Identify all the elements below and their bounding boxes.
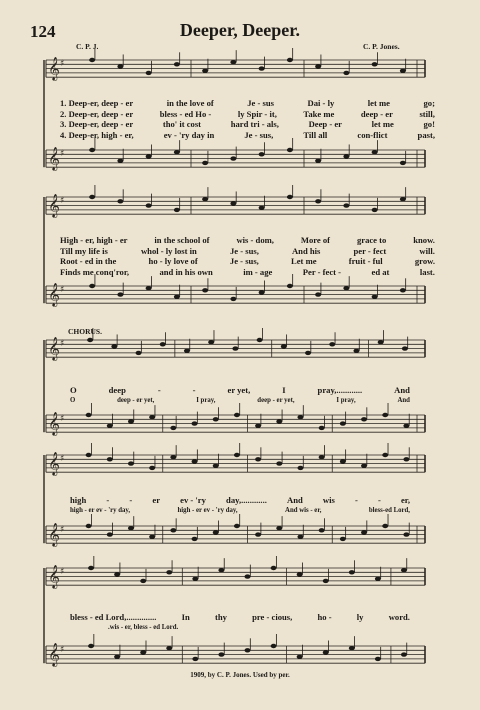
note-head bbox=[271, 644, 277, 648]
lyric-fragment: O bbox=[70, 385, 77, 395]
note-head bbox=[245, 648, 251, 652]
lyric-fragment: 3. Deep-er, deep - er bbox=[60, 119, 134, 129]
note-head bbox=[202, 197, 208, 201]
lyric-fragment: thy bbox=[214, 612, 227, 622]
note-head bbox=[259, 206, 265, 210]
lyric-line bbox=[60, 256, 435, 267]
note-head bbox=[319, 528, 325, 532]
note-head bbox=[382, 453, 388, 457]
note-head bbox=[287, 195, 293, 199]
note-head bbox=[323, 650, 329, 654]
lyric-fragment: 2. Deep-er, deep - er bbox=[60, 108, 134, 119]
lyric-fragment: deep - er yet, bbox=[257, 397, 295, 404]
note-head bbox=[174, 295, 180, 299]
lyric-fragment: Let me bbox=[291, 256, 317, 266]
lyric-line bbox=[60, 130, 435, 141]
note-head bbox=[107, 424, 113, 428]
note-head bbox=[202, 288, 208, 292]
sharp-icon: ♯ bbox=[60, 59, 65, 69]
note-head bbox=[255, 424, 261, 428]
lyric-line bbox=[60, 119, 435, 130]
note-head bbox=[353, 349, 359, 353]
lyric-fragment: last. bbox=[419, 266, 435, 277]
sharp-icon: ♯ bbox=[60, 149, 65, 159]
lyric-fragment: grow. bbox=[414, 256, 435, 266]
note-head bbox=[361, 417, 367, 421]
lyric-fragment: And bbox=[394, 385, 410, 395]
note-head bbox=[192, 459, 198, 463]
hymn-number: 124 bbox=[30, 22, 56, 41]
lyric-fragment: word. bbox=[388, 612, 410, 622]
note-head bbox=[160, 342, 166, 346]
note-head bbox=[136, 351, 142, 355]
lyric-fragment: will. bbox=[419, 245, 435, 256]
note-head bbox=[372, 208, 378, 212]
lyric-fragment: wis - dom, bbox=[236, 235, 274, 245]
note-head bbox=[343, 154, 349, 158]
note-head bbox=[319, 455, 325, 459]
lyric-fragment: go! bbox=[423, 119, 435, 129]
note-head bbox=[149, 415, 155, 419]
lyric-fragment: in the school of bbox=[154, 235, 210, 245]
note-head bbox=[400, 161, 406, 165]
lyric-fragment: in the love of bbox=[166, 98, 214, 108]
note-head bbox=[140, 579, 146, 583]
chorus-lyric-line-2-lower bbox=[70, 507, 410, 514]
copyright-notice: 1909, by C. P. Jones. Used by per. bbox=[190, 671, 290, 679]
lyric-fragment: past, bbox=[417, 129, 435, 140]
note-head bbox=[403, 532, 409, 536]
lyric-fragment: 1. Deep-er, deep - er bbox=[60, 98, 134, 108]
sharp-icon: ♯ bbox=[60, 645, 65, 655]
clef-icon: 𝄞 bbox=[48, 642, 60, 666]
note-head bbox=[372, 150, 378, 154]
note-head bbox=[319, 426, 325, 430]
lyric-fragment: Je - sus, bbox=[229, 245, 259, 256]
note-head bbox=[343, 203, 349, 207]
note-head bbox=[234, 524, 240, 528]
lyric-fragment: - bbox=[354, 495, 358, 505]
note-head bbox=[192, 577, 198, 581]
lyric-fragment: know. bbox=[413, 235, 435, 245]
lyric-fragment: let me bbox=[367, 98, 390, 108]
note-head bbox=[140, 650, 146, 654]
lyric-fragment: And bbox=[397, 397, 410, 404]
note-head bbox=[114, 655, 120, 659]
lyric-fragment: deep - er yet, bbox=[117, 397, 155, 404]
lyric-fragment: tho' it cost bbox=[162, 119, 202, 129]
lyric-fragment: And wis - er, bbox=[285, 507, 322, 514]
note-head bbox=[375, 577, 381, 581]
clef-icon: 𝄞 bbox=[48, 336, 60, 360]
note-head bbox=[208, 340, 214, 344]
sharp-icon: ♯ bbox=[60, 567, 65, 577]
chorus-label: CHORUS. bbox=[68, 327, 102, 336]
lyric-fragment: ev - 'ry bbox=[180, 495, 206, 505]
note-head bbox=[114, 572, 120, 576]
note-head bbox=[230, 201, 236, 205]
lyric-fragment: day,............ bbox=[226, 495, 267, 505]
note-head bbox=[403, 457, 409, 461]
lyric-fragment: er, bbox=[400, 495, 410, 505]
lyric-line bbox=[60, 109, 435, 120]
lyric-fragment: More of bbox=[300, 235, 331, 245]
lyric-fragment: bless - ed Lord,.............. bbox=[70, 612, 157, 622]
note-head bbox=[401, 652, 407, 656]
note-head bbox=[255, 532, 261, 536]
note-head bbox=[89, 58, 95, 62]
lyric-fragment: Till all bbox=[303, 129, 328, 140]
lyric-fragment: grace to bbox=[356, 235, 387, 245]
note-head bbox=[192, 421, 198, 425]
lyric-fragment: ev - 'ry day in bbox=[163, 129, 215, 140]
note-head bbox=[375, 657, 381, 661]
note-head bbox=[128, 461, 134, 465]
clef-icon: 𝄞 bbox=[48, 282, 60, 306]
note-head bbox=[146, 71, 152, 75]
note-head bbox=[230, 156, 236, 160]
note-head bbox=[400, 197, 406, 201]
clef-icon: 𝄞 bbox=[48, 451, 60, 475]
note-head bbox=[372, 295, 378, 299]
note-head bbox=[111, 344, 117, 348]
note-head bbox=[276, 419, 282, 423]
lyric-fragment: High - er, high - er bbox=[60, 235, 128, 245]
lyric-fragment: still, bbox=[419, 108, 435, 119]
note-head bbox=[343, 286, 349, 290]
lyric-line bbox=[60, 246, 435, 257]
chorus-lyric-line-2 bbox=[70, 495, 410, 505]
note-head bbox=[297, 572, 303, 576]
note-head bbox=[149, 535, 155, 539]
clef-icon: 𝄞 bbox=[48, 146, 60, 170]
note-head bbox=[149, 466, 155, 470]
note-head bbox=[361, 464, 367, 468]
lyric-line bbox=[60, 235, 435, 246]
note-head bbox=[87, 338, 93, 342]
note-head bbox=[170, 528, 176, 532]
sharp-icon: ♯ bbox=[60, 414, 65, 424]
verse-lyrics-block-2 bbox=[60, 235, 435, 277]
note-head bbox=[259, 152, 265, 156]
note-head bbox=[166, 570, 172, 574]
lyric-fragment: Till my life is bbox=[60, 245, 108, 256]
lyric-fragment: In bbox=[181, 612, 190, 622]
sharp-icon: ♯ bbox=[60, 454, 65, 464]
clef-icon: 𝄞 bbox=[48, 56, 60, 80]
sharp-icon: ♯ bbox=[60, 339, 65, 349]
lyric-fragment: con-flict bbox=[357, 129, 388, 140]
note-head bbox=[232, 346, 238, 350]
note-head bbox=[218, 652, 224, 656]
lyric-fragment: er yet, bbox=[227, 385, 251, 395]
note-head bbox=[315, 292, 321, 296]
lyric-fragment: Take me bbox=[303, 108, 335, 119]
note-head bbox=[349, 646, 355, 650]
lyric-fragment: per - fect bbox=[353, 245, 387, 256]
note-head bbox=[349, 570, 355, 574]
note-head bbox=[276, 461, 282, 465]
note-head bbox=[146, 154, 152, 158]
lyric-fragment: bless-ed Lord, bbox=[368, 507, 410, 514]
note-head bbox=[202, 69, 208, 73]
hymn-title: Deeper, Deeper. bbox=[179, 20, 301, 40]
note-head bbox=[234, 453, 240, 457]
lyric-fragment: .wis - er, bless - ed Lord. bbox=[108, 624, 179, 631]
lyric-fragment: Per - fect - bbox=[302, 266, 342, 277]
lyric-fragment: and in his own bbox=[159, 266, 213, 277]
chorus-lyric-line-3-lower bbox=[70, 624, 448, 631]
lyric-fragment: high bbox=[70, 495, 87, 505]
lyric-fragment: And bbox=[287, 495, 303, 505]
note-head bbox=[89, 148, 95, 152]
note-head bbox=[88, 644, 94, 648]
lyric-fragment: bless - ed Ho - bbox=[159, 108, 212, 119]
note-head bbox=[287, 58, 293, 62]
note-head bbox=[174, 150, 180, 154]
note-head bbox=[89, 195, 95, 199]
note-head bbox=[281, 344, 287, 348]
note-head bbox=[192, 657, 198, 661]
note-head bbox=[213, 464, 219, 468]
note-head bbox=[230, 60, 236, 64]
lyric-fragment: I pray, bbox=[196, 397, 216, 404]
chorus-lyric-line-1 bbox=[70, 385, 410, 395]
note-head bbox=[230, 297, 236, 301]
lyric-fragment: ho - bbox=[317, 612, 332, 622]
lyric-fragment: Je - sus, bbox=[229, 256, 259, 266]
note-head bbox=[315, 64, 321, 68]
note-head bbox=[117, 64, 123, 68]
note-head bbox=[128, 526, 134, 530]
lyric-fragment: ly bbox=[356, 612, 364, 622]
lyric-fragment: I bbox=[282, 385, 286, 395]
note-head bbox=[170, 426, 176, 430]
note-head bbox=[192, 537, 198, 541]
note-head bbox=[184, 349, 190, 353]
lyric-fragment: Finds me conq'ror, bbox=[60, 266, 129, 277]
note-head bbox=[401, 568, 407, 572]
note-head bbox=[86, 413, 92, 417]
lyric-fragment: O bbox=[70, 397, 76, 404]
lyric-fragment: And his bbox=[291, 245, 321, 256]
note-head bbox=[117, 159, 123, 163]
note-head bbox=[88, 566, 94, 570]
note-head bbox=[400, 288, 406, 292]
lyric-fragment: whol - ly lost in bbox=[140, 245, 197, 256]
note-head bbox=[170, 455, 176, 459]
lyric-line bbox=[60, 98, 435, 109]
note-head bbox=[297, 466, 303, 470]
note-head bbox=[323, 579, 329, 583]
lyric-line bbox=[60, 267, 435, 278]
note-head bbox=[257, 338, 263, 342]
clef-icon: 𝄞 bbox=[48, 522, 60, 546]
chorus-lyric-line-1-lower bbox=[70, 397, 410, 404]
note-head bbox=[276, 526, 282, 530]
lyric-fragment: - bbox=[129, 495, 133, 505]
note-head bbox=[213, 417, 219, 421]
lyric-fragment: pray,............ bbox=[317, 385, 363, 395]
note-head bbox=[297, 535, 303, 539]
note-head bbox=[271, 566, 277, 570]
note-head bbox=[259, 66, 265, 70]
sharp-icon: ♯ bbox=[60, 196, 65, 206]
sharp-icon: ♯ bbox=[60, 525, 65, 535]
note-head bbox=[382, 524, 388, 528]
clef-icon: 𝄞 bbox=[48, 411, 60, 435]
lyric-fragment: wis bbox=[322, 495, 335, 505]
lyric-fragment: I pray, bbox=[336, 397, 356, 404]
lyric-fragment: - bbox=[377, 495, 381, 505]
sharp-icon: ♯ bbox=[60, 285, 65, 295]
lyric-fragment: Je - sus, bbox=[244, 129, 274, 140]
clef-icon: 𝄞 bbox=[48, 564, 60, 588]
lyric-fragment: deep - er bbox=[360, 108, 393, 119]
note-head bbox=[340, 421, 346, 425]
note-head bbox=[402, 346, 408, 350]
lyric-fragment: fruit - ful bbox=[348, 256, 383, 266]
note-head bbox=[315, 159, 321, 163]
lyric-fragment: let me bbox=[371, 119, 394, 129]
lyric-fragment: deep bbox=[108, 385, 126, 395]
note-head bbox=[128, 419, 134, 423]
lyric-fragment: go; bbox=[423, 98, 435, 108]
note-head bbox=[213, 530, 219, 534]
note-head bbox=[340, 459, 346, 463]
lyric-fragment: pre - cious, bbox=[252, 612, 293, 622]
note-head bbox=[89, 284, 95, 288]
lyric-fragment: - bbox=[106, 495, 110, 505]
lyric-fragment: Je - sus bbox=[247, 98, 274, 108]
lyric-fragment: ed at bbox=[371, 266, 390, 277]
note-head bbox=[340, 537, 346, 541]
lyric-fragment: high - er ev - 'ry day, bbox=[70, 507, 131, 514]
note-head bbox=[117, 292, 123, 296]
words-credit: C. P. J. bbox=[76, 42, 99, 51]
note-head bbox=[343, 71, 349, 75]
note-head bbox=[297, 655, 303, 659]
note-head bbox=[234, 413, 240, 417]
note-head bbox=[107, 532, 113, 536]
note-head bbox=[287, 284, 293, 288]
lyric-fragment: - bbox=[192, 385, 196, 395]
note-head bbox=[403, 424, 409, 428]
lyric-fragment: high - er ev - 'ry day, bbox=[177, 507, 238, 514]
note-head bbox=[400, 69, 406, 73]
note-head bbox=[315, 199, 321, 203]
note-head bbox=[378, 340, 384, 344]
note-head bbox=[245, 574, 251, 578]
lyric-fragment: 4. Deep-er, high - er, bbox=[60, 129, 134, 140]
note-head bbox=[305, 351, 311, 355]
note-head bbox=[218, 568, 224, 572]
note-head bbox=[259, 290, 265, 294]
note-head bbox=[372, 62, 378, 66]
note-head bbox=[146, 203, 152, 207]
lyric-fragment: Root - ed in the bbox=[60, 256, 117, 266]
lyric-fragment: - bbox=[157, 385, 161, 395]
note-head bbox=[329, 342, 335, 346]
lyric-fragment: Dai - ly bbox=[307, 98, 335, 108]
note-head bbox=[146, 286, 152, 290]
note-head bbox=[174, 208, 180, 212]
note-head bbox=[166, 646, 172, 650]
note-head bbox=[255, 457, 261, 461]
chorus-lyric-line-3 bbox=[70, 612, 410, 622]
lyric-fragment: ho - ly love of bbox=[148, 256, 198, 266]
note-head bbox=[174, 62, 180, 66]
note-head bbox=[361, 530, 367, 534]
lyric-fragment: hard tri - als, bbox=[230, 119, 279, 129]
lyric-fragment: ly Spir - it, bbox=[237, 108, 277, 119]
verse-lyrics-block-1 bbox=[60, 98, 435, 140]
lyric-fragment: er bbox=[152, 495, 161, 505]
lyric-fragment: Deep - er bbox=[308, 119, 342, 129]
note-head bbox=[297, 415, 303, 419]
note-head bbox=[382, 413, 388, 417]
note-head bbox=[287, 148, 293, 152]
note-head bbox=[117, 199, 123, 203]
clef-icon: 𝄞 bbox=[48, 193, 60, 217]
note-head bbox=[86, 453, 92, 457]
note-head bbox=[107, 457, 113, 461]
music-credit: C. P. Jones. bbox=[363, 42, 400, 51]
lyric-fragment: im - age bbox=[243, 266, 273, 277]
note-head bbox=[202, 161, 208, 165]
note-head bbox=[86, 524, 92, 528]
